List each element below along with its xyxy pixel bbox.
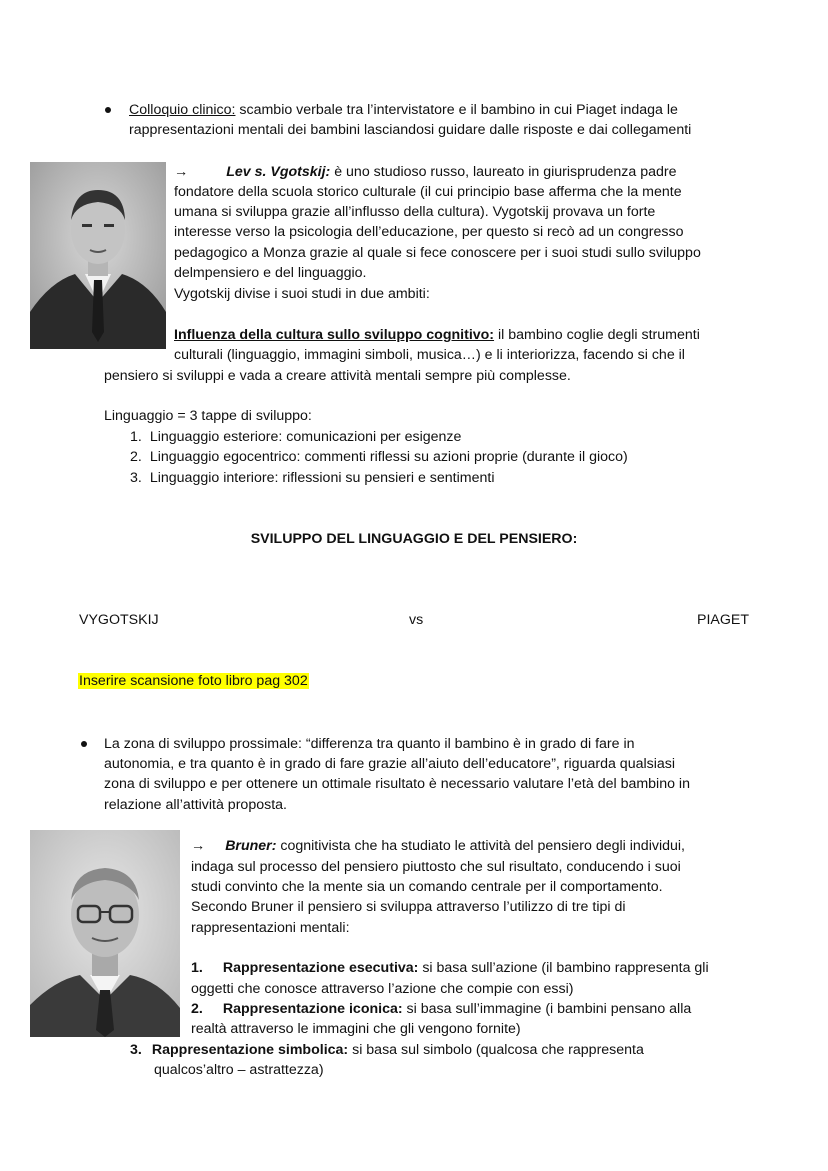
vygotskij-name: Lev s. Vgotskij: bbox=[226, 164, 331, 180]
vygotskij-photo bbox=[30, 162, 166, 349]
bruner-item-1: 1. Rappresentazione esecutiva: si basa sull’azione (il bambino rappresenta gli bbox=[191, 960, 709, 976]
bullet-icon bbox=[105, 107, 111, 113]
colloquio-line-2: rappresentazioni mentali dei bambini lasciandosi guidare dalle risposte e dai collegamenti bbox=[129, 122, 692, 138]
bruner-line-1: → Bruner: cognitivista che ha studiato le attività del pensiero degli individui, bbox=[191, 838, 685, 854]
linguaggio-item-1: 1. Linguaggio esteriore: comunicazioni per esigenze bbox=[130, 429, 462, 445]
comparison-left: VYGOTSKIJ bbox=[79, 612, 159, 628]
bullet-icon bbox=[81, 741, 87, 747]
bruner-line-2: indaga sul processo del pensiero piuttosto che sul risultato, conducendo i suoi bbox=[191, 859, 681, 875]
influenza-line-1: Influenza della cultura sullo sviluppo cognitivo: il bambino coglie degli strumenti bbox=[174, 327, 700, 343]
vygotskij-line-7: Vygotskij divise i suoi studi in due ambiti: bbox=[174, 286, 430, 302]
bruner-item-2: 2. Rappresentazione iconica: si basa sull’immagine (i bambini pensano alla bbox=[191, 1001, 692, 1017]
bruner-photo bbox=[30, 830, 180, 1037]
vygotskij-line-5: pedagogico a Monza grazie al quale si fece conoscere per i suoi studi sullo sviluppo bbox=[174, 245, 701, 261]
arrow-icon: → bbox=[174, 164, 189, 180]
zona-line-2: autonomia, e tra quanto è in grado di fare grazie all’aiuto dell’educatore”, riguarda qualsiasi bbox=[104, 756, 676, 772]
comparison-middle: vs bbox=[409, 612, 424, 628]
arrow-icon: → bbox=[191, 838, 206, 854]
bruner-line-5: rappresentazioni mentali: bbox=[191, 920, 350, 936]
highlight-note: Inserire scansione foto libro pag 302 bbox=[79, 673, 308, 689]
vygotskij-line-3: umana si sviluppa grazie all’influsso della cultura). Vygotskij provava un forte bbox=[174, 204, 656, 220]
vygotskij-line-2: fondatore della scuola storico culturale (il cui principio base afferma che la mente bbox=[174, 184, 682, 200]
linguaggio-item-3: 3. Linguaggio interiore: riflessioni su pensieri e sentimenti bbox=[130, 470, 495, 486]
zona-line-3: zona di sviluppo e per ottenere un ottimale risultato è necessario valutare l’età del bambino in bbox=[104, 776, 690, 792]
vygotskij-line-6: delmpensiero e del linguaggio. bbox=[174, 265, 367, 281]
bruner-item-2-cont: realtà attraverso le immagini che gli vengono fornite) bbox=[191, 1021, 521, 1037]
zona-line-4: relazione all’attività proposta. bbox=[104, 797, 287, 813]
vygotskij-line-4: interesse verso la psicologia dell’educazione, per questo si recò ad un congresso bbox=[174, 224, 684, 240]
influenza-line-3: pensiero si sviluppi e vada a creare attività mentali sempre più complesse. bbox=[104, 368, 571, 384]
bruner-line-3: studi convinto che la mente sia un comando centrale per il comportamento. bbox=[191, 879, 663, 895]
influenza-term: Influenza della cultura sullo sviluppo cognitivo: bbox=[174, 327, 495, 343]
bruner-line-4: Secondo Bruner il pensiero si sviluppa attraverso l’utilizzo di tre tipi di bbox=[191, 899, 626, 915]
linguaggio-item-2: 2. Linguaggio egocentrico: commenti riflessi su azioni proprie (durante il gioco) bbox=[130, 449, 628, 465]
bruner-item-3-cont: qualcos’altro – astrattezza) bbox=[154, 1062, 324, 1078]
zona-line-1: La zona di sviluppo prossimale: “differenza tra quanto il bambino è in grado di fare in bbox=[104, 736, 635, 752]
comparison-right: PIAGET bbox=[697, 612, 750, 628]
section-title: SVILUPPO DEL LINGUAGGIO E DEL PENSIERO: bbox=[250, 531, 578, 547]
colloquio-line-1: Colloquio clinico: scambio verbale tra l’intervistatore e il bambino in cui Piaget indaga le bbox=[129, 102, 678, 118]
linguaggio-heading: Linguaggio = 3 tappe di sviluppo: bbox=[104, 408, 312, 424]
bruner-item-1-cont: oggetti che conosce attraverso l’azione che compie con essi) bbox=[191, 981, 574, 997]
colloquio-term: Colloquio clinico: bbox=[129, 102, 236, 118]
vygotskij-line-1: → Lev s. Vgotskij: è uno studioso russo, laureato in giurisprudenza padre bbox=[174, 164, 677, 180]
influenza-line-2: culturali (linguaggio, immagini simboli, musica…) e li interiorizza, facendo si che il bbox=[174, 347, 685, 363]
bruner-name: Bruner: bbox=[225, 838, 277, 854]
bruner-item-3: 3. Rappresentazione simbolica: si basa sul simbolo (qualcosa che rappresenta bbox=[130, 1042, 644, 1058]
